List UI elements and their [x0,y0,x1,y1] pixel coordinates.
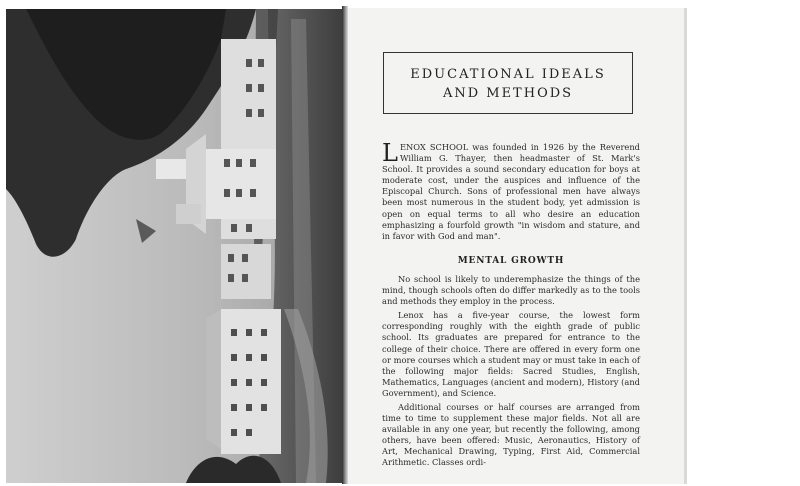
body-text [382,139,640,469]
paragraph: No school is likely to underemphasize the things of the mind, though schools often do differ markedly as to the tools and methods they employ in the process. [382,273,640,307]
paragraph: Lenox has a five-year course, the lowest form corresponding roughly with the eighth grade of public school. Its graduates are prepared for entrance to the college of their choice. There are offered in every form one or more courses which a student may or must take in each of the following major fields: Sacred Studies, English, Mathematics, Languages (ancient and modern), History (and Government), and Science. [382,310,640,398]
title-box [383,52,633,114]
intro-paragraph [382,139,640,242]
page-title-line-1: EDUCATIONAL IDEALS [410,67,606,82]
page-title-line-2: AND METHODS [442,86,574,101]
campus-photo-page [6,9,346,483]
campus-photograph-icon [6,9,346,483]
section-heading: MENTAL GROWTH [457,255,565,266]
paragraph: Additional courses or half courses are arranged from time to time to supplement these major fields. Not all are available in any one year, but recently the following, among others, have been offered: Music, Aeronautics, History of Art, Mechanical Drawing, Typing, First Aid, Commercial Arithmetic. Classes ordi- [382,401,640,468]
scan-edge [684,8,687,484]
drop-cap: L [382,139,398,167]
intro-text: ENOX SCHOOL was founded in 1926 by the Reverend William G. Thayer, then headmaster of St. Mark's School. It provides a sound secondary education for boys at moderate cost, under the auspices and influence of the Episcopal Church. Sons of professional men have always been most numerous in the student body, yet admission is open on equal terms to all who desire an education emphasizing a fourfold growth "in wisdom and stature, and in favor with God and man". [382,142,640,241]
